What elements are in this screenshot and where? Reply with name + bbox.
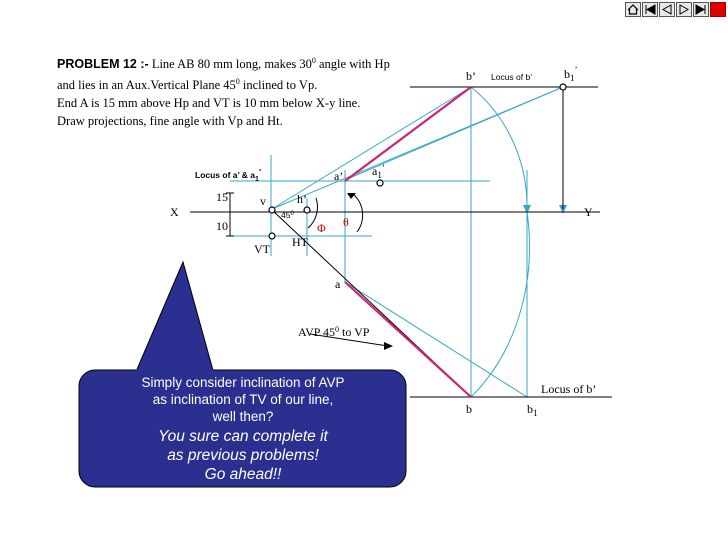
label-vt: VT — [254, 242, 270, 256]
avp-arrow — [384, 342, 393, 350]
label-ht: HT — [292, 235, 308, 249]
problem-text-1a: Line AB 80 mm long, makes 30 — [151, 57, 312, 72]
label-b-dash: b’ — [466, 69, 476, 83]
label-a: a — [335, 277, 341, 291]
callout-bubble — [79, 262, 406, 487]
label-15: 15 — [216, 190, 228, 204]
problem-title: PROBLEM 12 :- — [57, 57, 149, 72]
problem-sup-2: 0 — [235, 77, 240, 87]
point-vt — [269, 233, 275, 239]
projector-arrows — [523, 205, 567, 214]
label-phi: Φ — [317, 221, 326, 235]
label-a1-dash: $a_1^’$ — [372, 163, 385, 180]
points — [269, 84, 566, 239]
callout-line-1: Simply consider inclination of AVP — [141, 375, 345, 390]
arrow-b1-up — [523, 205, 531, 214]
label-y: Y — [584, 205, 593, 219]
callout-line-2: as inclination of TV of our line, — [152, 392, 334, 407]
label-b: b — [466, 402, 472, 416]
label-10: 10 — [216, 219, 228, 233]
problem-sup-1: 0 — [311, 56, 316, 65]
callout-pointer — [135, 262, 214, 374]
callout-line-5: as previous problems! — [167, 447, 319, 464]
problem-line-4: Draw projections, fine angle with Vp and Ht. — [57, 114, 283, 129]
label-theta: θ — [343, 215, 349, 229]
construction-lines — [230, 87, 563, 397]
label-h-dash: h’ — [297, 192, 307, 206]
callout-line-3: well then? — [212, 409, 274, 424]
callout-line-6: Go ahead!! — [204, 466, 282, 483]
point-v — [269, 207, 275, 213]
problem-text-2b: inclined to Vp. — [239, 78, 318, 93]
problem-text-2a: and lies in an Aux.Vertical Plane 45 — [57, 78, 236, 93]
label-locus-b-top: Locus of b’ — [491, 72, 533, 82]
label-b1-dash: $b_1^’$ — [564, 65, 578, 83]
point-a1-dash — [377, 180, 383, 186]
label-b1: $b_1$ — [527, 402, 538, 418]
label-a-dash: a’ — [334, 169, 344, 183]
label-v: v — [260, 194, 266, 208]
label-avp: AVP $45^0$ to VP — [298, 325, 370, 339]
point-b1-dash — [560, 84, 566, 90]
label-x: X — [170, 205, 179, 219]
label-locus-a: Locus of a’ & $a_1$’ — [195, 167, 262, 183]
callout-line-4: You sure can complete it — [158, 428, 328, 445]
label-45: $45^0$ — [281, 210, 294, 220]
problem-text-1b: angle with Hp — [315, 57, 390, 72]
theta-arc — [353, 194, 363, 232]
label-locus-b-bottom: Locus of b’ — [541, 382, 597, 396]
arc-b-lower — [471, 212, 529, 397]
point-h — [304, 207, 310, 213]
problem-line-3: End A is 15 mm above Hp and VT is 10 mm below X-y line. — [57, 96, 361, 111]
vt-to-b-line — [272, 87, 471, 209]
